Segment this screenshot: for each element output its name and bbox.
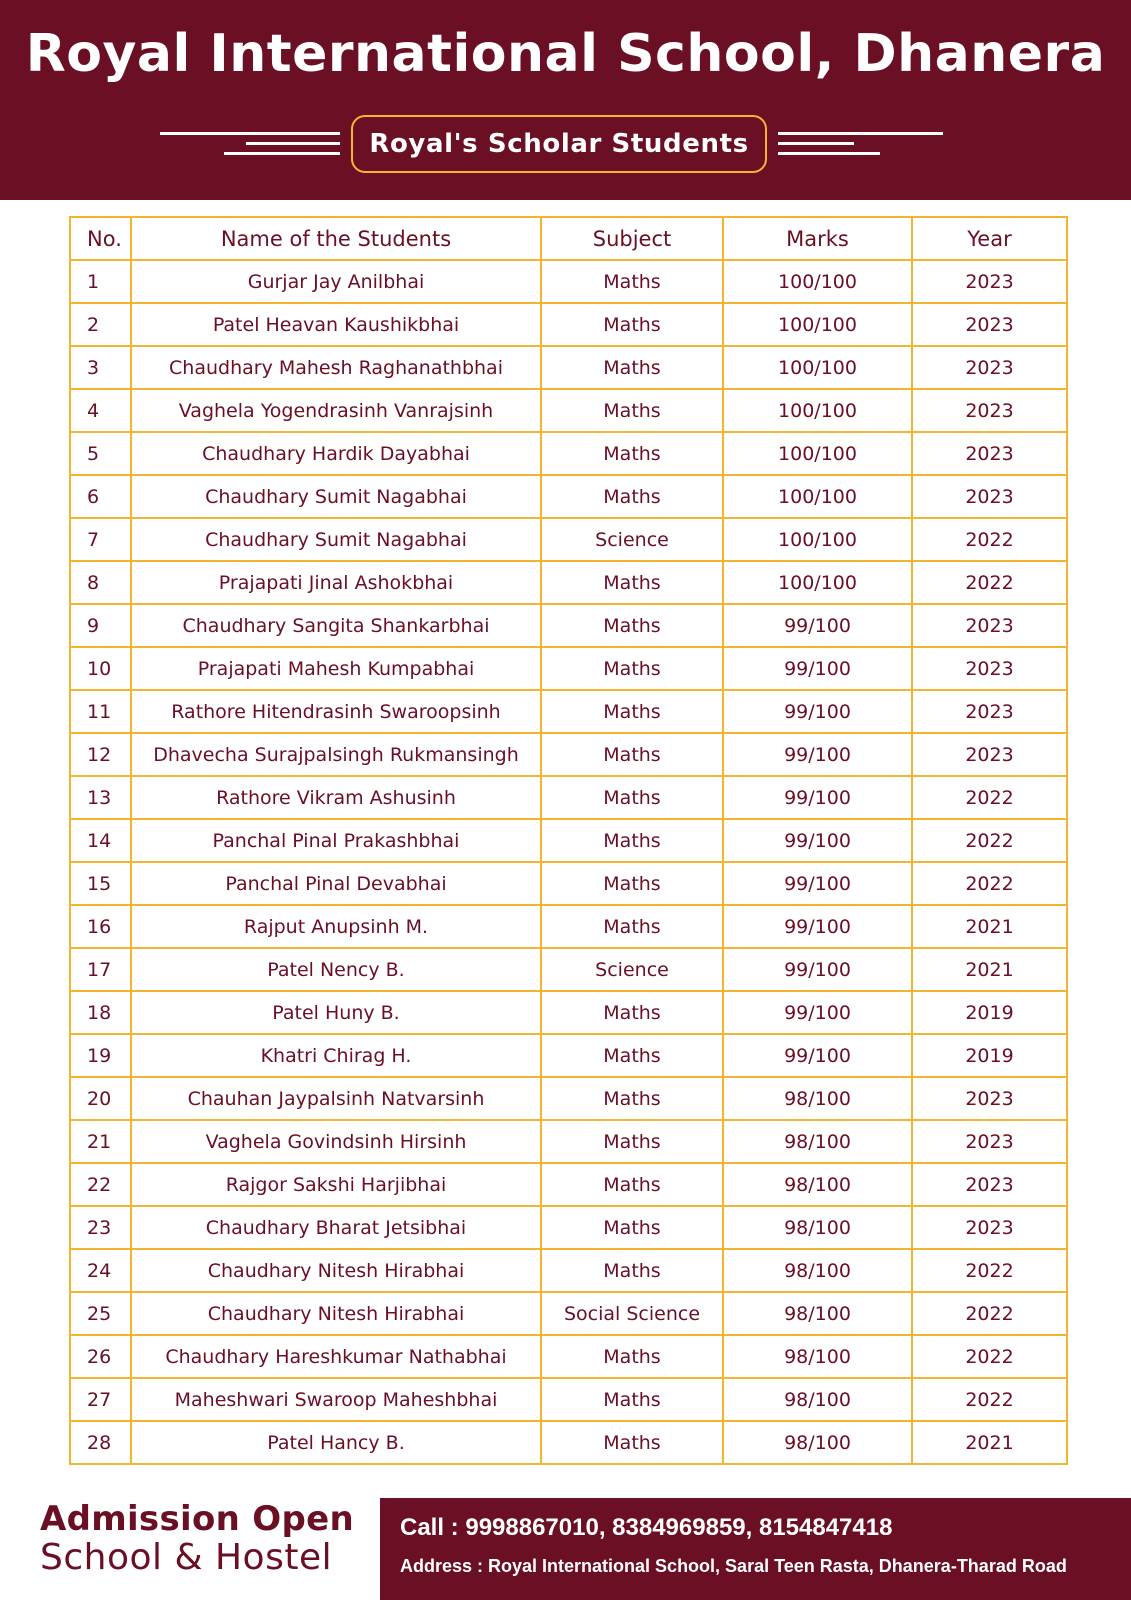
- cell-year: 2021: [912, 905, 1067, 948]
- cell-marks: 99/100: [723, 819, 912, 862]
- admission-subtitle: School & Hostel: [40, 1537, 333, 1578]
- cell-student-name: Chaudhary Sumit Nagabhai: [131, 475, 541, 518]
- cell-year: 2022: [912, 1378, 1067, 1421]
- scholar-table: [69, 216, 1068, 1465]
- cell-subject: Maths: [541, 389, 723, 432]
- cell-no: 23: [70, 1206, 131, 1249]
- cell-student-name: Rathore Hitendrasinh Swaroopsinh: [131, 690, 541, 733]
- cell-marks: 98/100: [723, 1120, 912, 1163]
- cell-marks: 100/100: [723, 432, 912, 475]
- table-row: [70, 1378, 1067, 1421]
- table-row: [70, 991, 1067, 1034]
- cell-no: 9: [70, 604, 131, 647]
- table-row: [70, 862, 1067, 905]
- table-row: [70, 1249, 1067, 1292]
- table-row: [70, 604, 1067, 647]
- cell-year: 2023: [912, 690, 1067, 733]
- cell-student-name: Chaudhary Sangita Shankarbhai: [131, 604, 541, 647]
- cell-no: 14: [70, 819, 131, 862]
- cell-marks: 98/100: [723, 1249, 912, 1292]
- cell-student-name: Chaudhary Hardik Dayabhai: [131, 432, 541, 475]
- cell-year: 2022: [912, 518, 1067, 561]
- cell-student-name: Panchal Pinal Prakashbhai: [131, 819, 541, 862]
- cell-student-name: Chauhan Jaypalsinh Natvarsinh: [131, 1077, 541, 1120]
- cell-subject: Maths: [541, 561, 723, 604]
- cell-marks: 98/100: [723, 1335, 912, 1378]
- cell-marks: 100/100: [723, 518, 912, 561]
- cell-marks: 98/100: [723, 1292, 912, 1335]
- cell-subject: Maths: [541, 303, 723, 346]
- cell-no: 19: [70, 1034, 131, 1077]
- cell-student-name: Prajapati Mahesh Kumpabhai: [131, 647, 541, 690]
- cell-marks: 98/100: [723, 1163, 912, 1206]
- cell-subject: Maths: [541, 346, 723, 389]
- cell-subject: Maths: [541, 1206, 723, 1249]
- school-address: Address : Royal International School, Saral Teen Rasta, Dhanera-Tharad Road: [400, 1556, 1067, 1576]
- cell-year: 2019: [912, 991, 1067, 1034]
- cell-year: 2022: [912, 1335, 1067, 1378]
- table-row: [70, 647, 1067, 690]
- cell-marks: 99/100: [723, 733, 912, 776]
- cell-year: 2022: [912, 561, 1067, 604]
- column-header-subject: Subject: [541, 217, 723, 260]
- cell-subject: Maths: [541, 1421, 723, 1464]
- table-row: [70, 389, 1067, 432]
- left-decorative-line-3: [224, 152, 340, 155]
- table-row: [70, 1120, 1067, 1163]
- cell-marks: 99/100: [723, 991, 912, 1034]
- table-row: [70, 1163, 1067, 1206]
- cell-year: 2022: [912, 776, 1067, 819]
- cell-year: 2022: [912, 819, 1067, 862]
- table-row: [70, 1292, 1067, 1335]
- cell-subject: Maths: [541, 1120, 723, 1163]
- cell-marks: 99/100: [723, 948, 912, 991]
- cell-marks: 99/100: [723, 905, 912, 948]
- table-row: [70, 561, 1067, 604]
- cell-marks: 100/100: [723, 561, 912, 604]
- cell-no: 16: [70, 905, 131, 948]
- table-row: [70, 518, 1067, 561]
- cell-no: 18: [70, 991, 131, 1034]
- subtitle-banner: [0, 112, 1131, 180]
- cell-subject: Maths: [541, 819, 723, 862]
- contact-block: [380, 1498, 1131, 1600]
- cell-no: 27: [70, 1378, 131, 1421]
- cell-subject: Maths: [541, 647, 723, 690]
- cell-year: 2023: [912, 389, 1067, 432]
- cell-student-name: Patel Heavan Kaushikbhai: [131, 303, 541, 346]
- cell-subject: Maths: [541, 604, 723, 647]
- phone-numbers: Call : 9998867010, 8384969859, 8154847418: [400, 1514, 893, 1541]
- cell-year: 2023: [912, 260, 1067, 303]
- cell-student-name: Vaghela Govindsinh Hirsinh: [131, 1120, 541, 1163]
- table-row: [70, 1077, 1067, 1120]
- cell-no: 20: [70, 1077, 131, 1120]
- table-row: [70, 1206, 1067, 1249]
- cell-marks: 100/100: [723, 346, 912, 389]
- cell-year: 2022: [912, 862, 1067, 905]
- cell-marks: 98/100: [723, 1206, 912, 1249]
- cell-student-name: Gurjar Jay Anilbhai: [131, 260, 541, 303]
- header-banner: [0, 0, 1131, 200]
- right-decorative-line-1: [778, 132, 943, 135]
- table-body: [70, 260, 1067, 1464]
- cell-year: 2022: [912, 1292, 1067, 1335]
- cell-subject: Maths: [541, 1335, 723, 1378]
- cell-marks: 99/100: [723, 776, 912, 819]
- table-row: [70, 733, 1067, 776]
- cell-no: 2: [70, 303, 131, 346]
- cell-marks: 100/100: [723, 389, 912, 432]
- cell-year: 2023: [912, 475, 1067, 518]
- cell-year: 2023: [912, 647, 1067, 690]
- cell-year: 2023: [912, 604, 1067, 647]
- table-header-row: [70, 217, 1067, 260]
- cell-no: 24: [70, 1249, 131, 1292]
- cell-no: 28: [70, 1421, 131, 1464]
- cell-student-name: Panchal Pinal Devabhai: [131, 862, 541, 905]
- cell-subject: Maths: [541, 776, 723, 819]
- cell-student-name: Rajput Anupsinh M.: [131, 905, 541, 948]
- left-decorative-line-1: [160, 132, 340, 135]
- cell-student-name: Prajapati Jinal Ashokbhai: [131, 561, 541, 604]
- table-row: [70, 346, 1067, 389]
- scholar-table-container: [69, 216, 1066, 1465]
- cell-student-name: Chaudhary Nitesh Hirabhai: [131, 1292, 541, 1335]
- cell-subject: Science: [541, 518, 723, 561]
- cell-subject: Maths: [541, 432, 723, 475]
- column-header-no: No.: [70, 217, 131, 260]
- cell-marks: 99/100: [723, 862, 912, 905]
- cell-student-name: Patel Nency B.: [131, 948, 541, 991]
- admission-block: [40, 1500, 370, 1590]
- cell-subject: Maths: [541, 1378, 723, 1421]
- cell-no: 5: [70, 432, 131, 475]
- cell-year: 2023: [912, 1163, 1067, 1206]
- cell-student-name: Rajgor Sakshi Harjibhai: [131, 1163, 541, 1206]
- cell-subject: Science: [541, 948, 723, 991]
- cell-marks: 99/100: [723, 690, 912, 733]
- cell-subject: Maths: [541, 475, 723, 518]
- cell-no: 6: [70, 475, 131, 518]
- cell-student-name: Dhavecha Surajpalsingh Rukmansingh: [131, 733, 541, 776]
- cell-marks: 99/100: [723, 604, 912, 647]
- cell-subject: Social Science: [541, 1292, 723, 1335]
- cell-student-name: Khatri Chirag H.: [131, 1034, 541, 1077]
- cell-subject: Maths: [541, 1249, 723, 1292]
- cell-no: 12: [70, 733, 131, 776]
- cell-year: 2021: [912, 1421, 1067, 1464]
- cell-no: 25: [70, 1292, 131, 1335]
- cell-marks: 98/100: [723, 1077, 912, 1120]
- cell-year: 2022: [912, 1249, 1067, 1292]
- column-header-name: Name of the Students: [131, 217, 541, 260]
- cell-student-name: Vaghela Yogendrasinh Vanrajsinh: [131, 389, 541, 432]
- cell-year: 2021: [912, 948, 1067, 991]
- table-row: [70, 776, 1067, 819]
- cell-no: 15: [70, 862, 131, 905]
- cell-subject: Maths: [541, 1034, 723, 1077]
- table-row: [70, 948, 1067, 991]
- cell-year: 2023: [912, 1120, 1067, 1163]
- cell-year: 2023: [912, 346, 1067, 389]
- cell-marks: 99/100: [723, 647, 912, 690]
- cell-subject: Maths: [541, 260, 723, 303]
- column-header-year: Year: [912, 217, 1067, 260]
- admission-title: Admission Open: [40, 1499, 354, 1539]
- cell-year: 2023: [912, 432, 1067, 475]
- cell-no: 3: [70, 346, 131, 389]
- column-header-marks: Marks: [723, 217, 912, 260]
- cell-no: 1: [70, 260, 131, 303]
- cell-no: 4: [70, 389, 131, 432]
- table-row: [70, 475, 1067, 518]
- cell-no: 21: [70, 1120, 131, 1163]
- table-row: [70, 1421, 1067, 1464]
- cell-subject: Maths: [541, 1077, 723, 1120]
- cell-student-name: Chaudhary Mahesh Raghanathbhai: [131, 346, 541, 389]
- cell-marks: 100/100: [723, 475, 912, 518]
- cell-subject: Maths: [541, 862, 723, 905]
- cell-year: 2023: [912, 1077, 1067, 1120]
- school-title: Royal International School, Dhanera: [25, 24, 1106, 84]
- table-row: [70, 303, 1067, 346]
- table-row: [70, 690, 1067, 733]
- cell-subject: Maths: [541, 1163, 723, 1206]
- cell-no: 8: [70, 561, 131, 604]
- cell-marks: 98/100: [723, 1378, 912, 1421]
- table-row: [70, 432, 1067, 475]
- cell-year: 2023: [912, 303, 1067, 346]
- cell-year: 2023: [912, 733, 1067, 776]
- scholar-students-badge: Royal's Scholar Students: [351, 115, 767, 173]
- cell-no: 11: [70, 690, 131, 733]
- table-row: [70, 905, 1067, 948]
- cell-no: 17: [70, 948, 131, 991]
- cell-no: 13: [70, 776, 131, 819]
- cell-student-name: Rathore Vikram Ashusinh: [131, 776, 541, 819]
- cell-subject: Maths: [541, 733, 723, 776]
- right-decorative-line-2: [778, 142, 854, 145]
- table-row: [70, 260, 1067, 303]
- cell-subject: Maths: [541, 690, 723, 733]
- cell-no: 26: [70, 1335, 131, 1378]
- cell-student-name: Chaudhary Bharat Jetsibhai: [131, 1206, 541, 1249]
- cell-student-name: Patel Huny B.: [131, 991, 541, 1034]
- table-row: [70, 819, 1067, 862]
- cell-student-name: Maheshwari Swaroop Maheshbhai: [131, 1378, 541, 1421]
- cell-marks: 99/100: [723, 1034, 912, 1077]
- left-decorative-line-2: [246, 142, 340, 145]
- cell-student-name: Chaudhary Hareshkumar Nathabhai: [131, 1335, 541, 1378]
- cell-year: 2019: [912, 1034, 1067, 1077]
- cell-no: 7: [70, 518, 131, 561]
- table-row: [70, 1335, 1067, 1378]
- cell-student-name: Chaudhary Sumit Nagabhai: [131, 518, 541, 561]
- cell-marks: 100/100: [723, 260, 912, 303]
- cell-year: 2023: [912, 1206, 1067, 1249]
- cell-marks: 100/100: [723, 303, 912, 346]
- right-decorative-line-3: [778, 152, 880, 155]
- cell-subject: Maths: [541, 991, 723, 1034]
- cell-subject: Maths: [541, 905, 723, 948]
- table-row: [70, 1034, 1067, 1077]
- cell-no: 10: [70, 647, 131, 690]
- cell-student-name: Chaudhary Nitesh Hirabhai: [131, 1249, 541, 1292]
- cell-student-name: Patel Hancy B.: [131, 1421, 541, 1464]
- cell-marks: 98/100: [723, 1421, 912, 1464]
- cell-no: 22: [70, 1163, 131, 1206]
